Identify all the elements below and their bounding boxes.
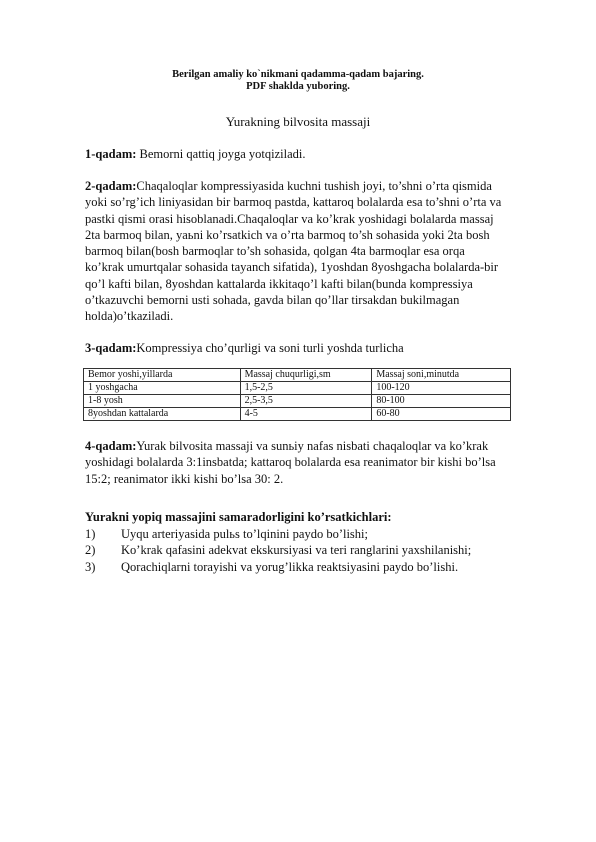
table-header-cell: Massaj soni,minutda: [372, 369, 511, 382]
table-cell: 80-100: [372, 395, 511, 408]
table-row: [84, 382, 511, 395]
step-2-line: holda)o’tkaziladi.: [85, 309, 174, 324]
criteria-heading-text: Yurakni yopiq massajini samaradorligini ko’rsatkichlari:: [85, 510, 392, 524]
table-cell: 8yoshdan kattalarda: [84, 408, 241, 421]
step-3: [85, 340, 525, 356]
step-4-line: yoshidagi bolalarda 3:1insbatda; kattaroq bolalarda esa reanimator bir kishi bo’lsa: [85, 455, 496, 470]
step-1-label: 1-qadam:: [85, 147, 137, 161]
step-1: [85, 146, 525, 162]
step-2: [85, 178, 525, 325]
step-2-line: yoki so’rg’ich liniyasidan bir barmoq pastda, kattaroq bolalarda esa to’shni o’rta va: [85, 195, 502, 210]
step-3-text: Kompressiya cho’qurligi va soni turli yoshda turlicha: [136, 341, 404, 355]
list-item-number: 1): [85, 527, 96, 541]
table-cell: 1-8 yosh: [84, 395, 241, 408]
step-2-line: pastki qismi orasi hisoblanadi.Chaqaloqlar va ko’krak yoshidagi bolalarda massaj: [85, 211, 494, 226]
list-item-text: Ko’krak qafasini adekvat ekskursiyasi va teri ranglarini yaxshilanishi;: [121, 543, 472, 558]
step-2-line: ko’krak umurtqalar sohasida tayanch sifatida), 1yoshdan 8yoshgacha bolalarda-bir: [85, 260, 499, 275]
step-4-line: Yurak bilvosita massaji va sunьiy nafas nisbati chaqaloqlar va ko’krak: [136, 439, 489, 453]
list-item-number: 2): [85, 543, 96, 558]
table-cell: 60-80: [372, 408, 511, 421]
table-cell: 100-120: [372, 382, 511, 395]
step-4: [85, 438, 525, 487]
step-2-label: 2-qadam:: [85, 179, 137, 193]
criteria-heading: [85, 509, 525, 525]
step-1-text: Bemorni qattiq joyga yotqiziladi.: [136, 147, 306, 161]
document-title: Yurakning bilvosita massaji: [225, 114, 371, 129]
instruction-line-1: Berilgan amaliy ko`nikmani qadamma-qadam bajaring.: [172, 69, 424, 80]
list-item-text: Qorachiqlarni torayishi va yorug’likka reaktsiyasini paydo bo’lishi.: [121, 559, 459, 574]
table-cell: 4-5: [240, 408, 372, 421]
step-2-line: 2ta barmoq bilan, yaьni ko’rsatkich va o’rta barmoq to’sh sohasida yoki 2ta bosh: [85, 227, 490, 242]
table-header-cell: Massaj chuqurligi,sm: [240, 369, 372, 382]
list-item-number: 3): [85, 559, 96, 574]
table-cell: 1,5-2,5: [240, 382, 372, 395]
step-3-label: 3-qadam:: [85, 341, 137, 355]
step-2-line: barmoq bilan(bosh barmoqlar to’sh sohasida, qolgan 4ta barmoqlar esa orqa: [85, 244, 465, 259]
instruction-line-2: PDF shaklda yuboring.: [246, 81, 350, 92]
table-row: [84, 395, 511, 408]
table-row: [84, 408, 511, 421]
table-cell: 1 yoshgacha: [84, 382, 241, 395]
step-2-line: o’tkazuvchi bemorni usti sohada, gavda bilan qo’llar tirsakdan bukilmagan: [85, 293, 460, 308]
step-2-line: Chaqaloqlar kompressiyasida kuchni tushish joyi, to’shni o’rta qismida: [136, 179, 492, 193]
step-2-line: qo’l kafti bilan, 8yoshdan kattalarda ikkitaqo’l kafti bilan(bunda kompressiya: [85, 276, 473, 291]
step-4-label: 4-qadam:: [85, 439, 137, 453]
table-header-row: [84, 369, 511, 382]
compression-table: [83, 368, 511, 421]
list-item-text: Uyqu arteriyasida pulьs to’lqinini paydo bo’lishi;: [121, 527, 368, 541]
table-cell: 2,5-3,5: [240, 395, 372, 408]
step-4-line: 15:2; reanimator ikki kishi bo’lsa 30: 2.: [85, 471, 284, 486]
table-header-cell: Bemor yoshi,yillarda: [84, 369, 241, 382]
